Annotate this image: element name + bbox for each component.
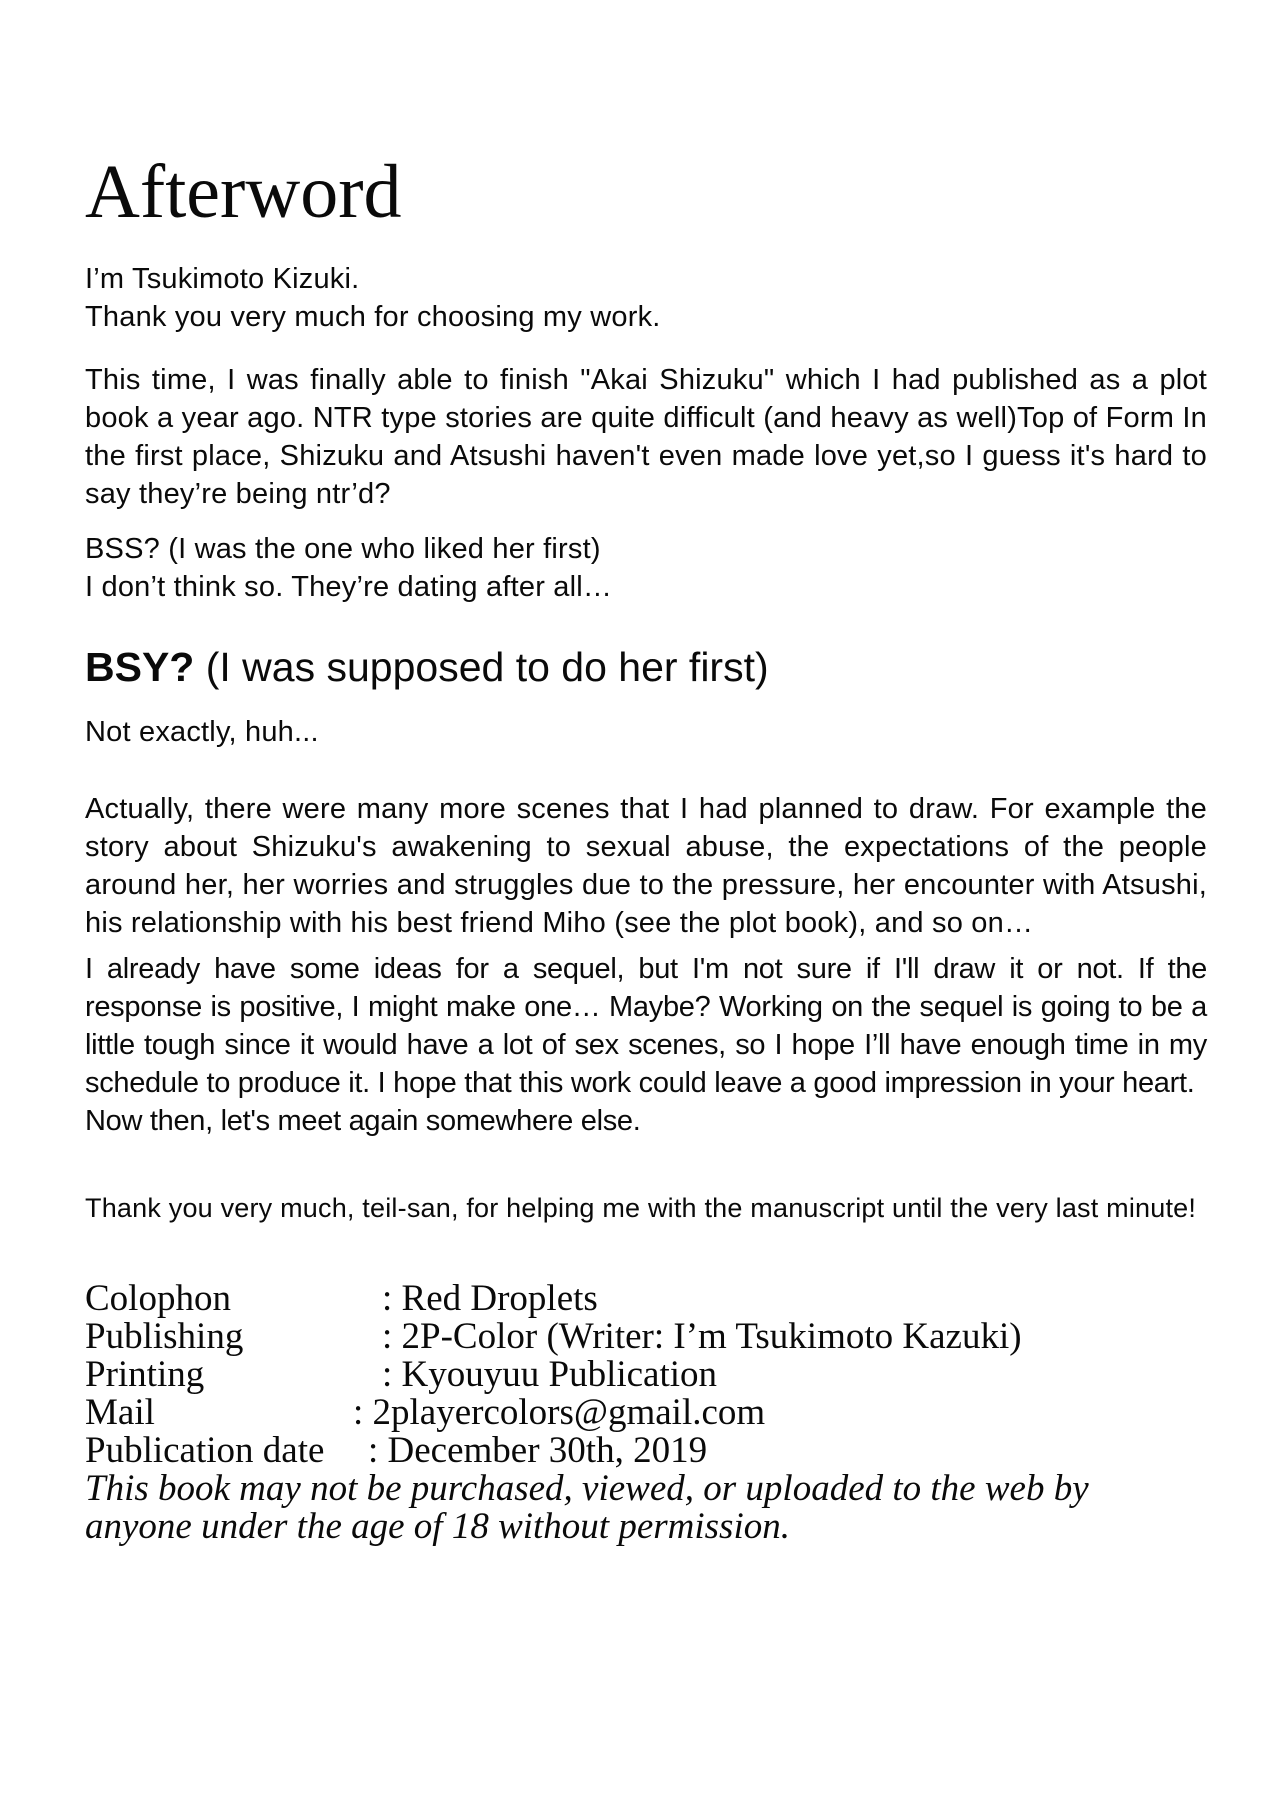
colophon-row-publishing xyxy=(85,1318,1207,1356)
paragraph-this-time: This time, I was finally able to finish "Akai Shizuku" which I had published as a plot book a year ago. NTR type stories are quite difficult (and heavy as well)Top of Form In the first place, Shizuku and Atsushi haven't even made love yet,so I guess it's hard to say they’re being ntr’d? xyxy=(85,364,1207,510)
bss-line-2: I don’t think so. They’re dating after all… xyxy=(85,571,613,603)
colophon-value: : 2P-Color (Writer: I’m Tsukimoto Kazuki) xyxy=(382,1316,1022,1357)
intro-line-1: I’m Tsukimoto Kizuki. xyxy=(85,263,360,295)
colophon-value: : December 30th, 2019 xyxy=(368,1430,708,1471)
bsy-heading-bold: BSY? xyxy=(85,644,195,690)
paragraph-not-exactly: Not exactly, huh... xyxy=(85,716,319,748)
colophon-row-printing xyxy=(85,1356,1207,1394)
disclaimer-line-2: anyone under the age of 18 without permission. xyxy=(85,1506,790,1547)
colophon-label: Publication date xyxy=(85,1430,325,1471)
colophon-row-publication-date xyxy=(85,1432,1207,1470)
colophon-value: : 2playercolors@gmail.com xyxy=(353,1392,766,1433)
colophon-value: : Kyouyuu Publication xyxy=(382,1354,718,1395)
colophon-label: Printing xyxy=(85,1354,205,1395)
bsy-heading xyxy=(85,645,1207,689)
sequel-last-line: Now then, let's meet again somewhere else. xyxy=(85,1105,641,1137)
bsy-heading-rest: (I was supposed to do her first) xyxy=(194,644,769,690)
paragraph-sequel xyxy=(85,950,1207,1140)
colophon-label: Publishing xyxy=(85,1316,244,1357)
colophon-value: : Red Droplets xyxy=(382,1278,598,1319)
age-disclaimer xyxy=(85,1470,1207,1546)
colophon-block xyxy=(85,1280,1207,1546)
intro-paragraph xyxy=(85,260,1207,336)
paragraph-actually: Actually, there were many more scenes that I had planned to draw. For example the story about Shizuku's awakening to sexual abuse, the expectations of the people around her, her worries and struggles due to the pressure, her encounter with Atsushi, his relationship with his best friend Miho (see the plot book), and so on… xyxy=(85,793,1207,939)
page-title: Afterword xyxy=(85,150,402,234)
colophon-label: Mail xyxy=(85,1392,155,1433)
intro-line-2: Thank you very much for choosing my work. xyxy=(85,301,661,333)
colophon-row-mail xyxy=(85,1394,1207,1432)
thanks-note: Thank you very much, teil-san, for helping me with the manuscript until the very last minute! xyxy=(85,1193,1197,1223)
paragraph-bss xyxy=(85,530,1207,606)
disclaimer-line-1: This book may not be purchased, viewed, or uploaded to the web by xyxy=(85,1468,1089,1509)
afterword-page xyxy=(0,150,1280,1808)
colophon-label: Colophon xyxy=(85,1278,231,1319)
colophon-row-colophon xyxy=(85,1280,1207,1318)
sequel-main: I already have some ideas for a sequel, but I'm not sure if I'll draw it or not. If the response is positive, I might make one… Maybe? Working on the sequel is going to be a little tough since it would have a lot of sex scenes, so I hope I’ll have enough time in my schedule to produce it. I hope that this work could leave a good impression in your heart. xyxy=(85,953,1207,1099)
bss-line-1: BSS? (I was the one who liked her first) xyxy=(85,533,601,565)
